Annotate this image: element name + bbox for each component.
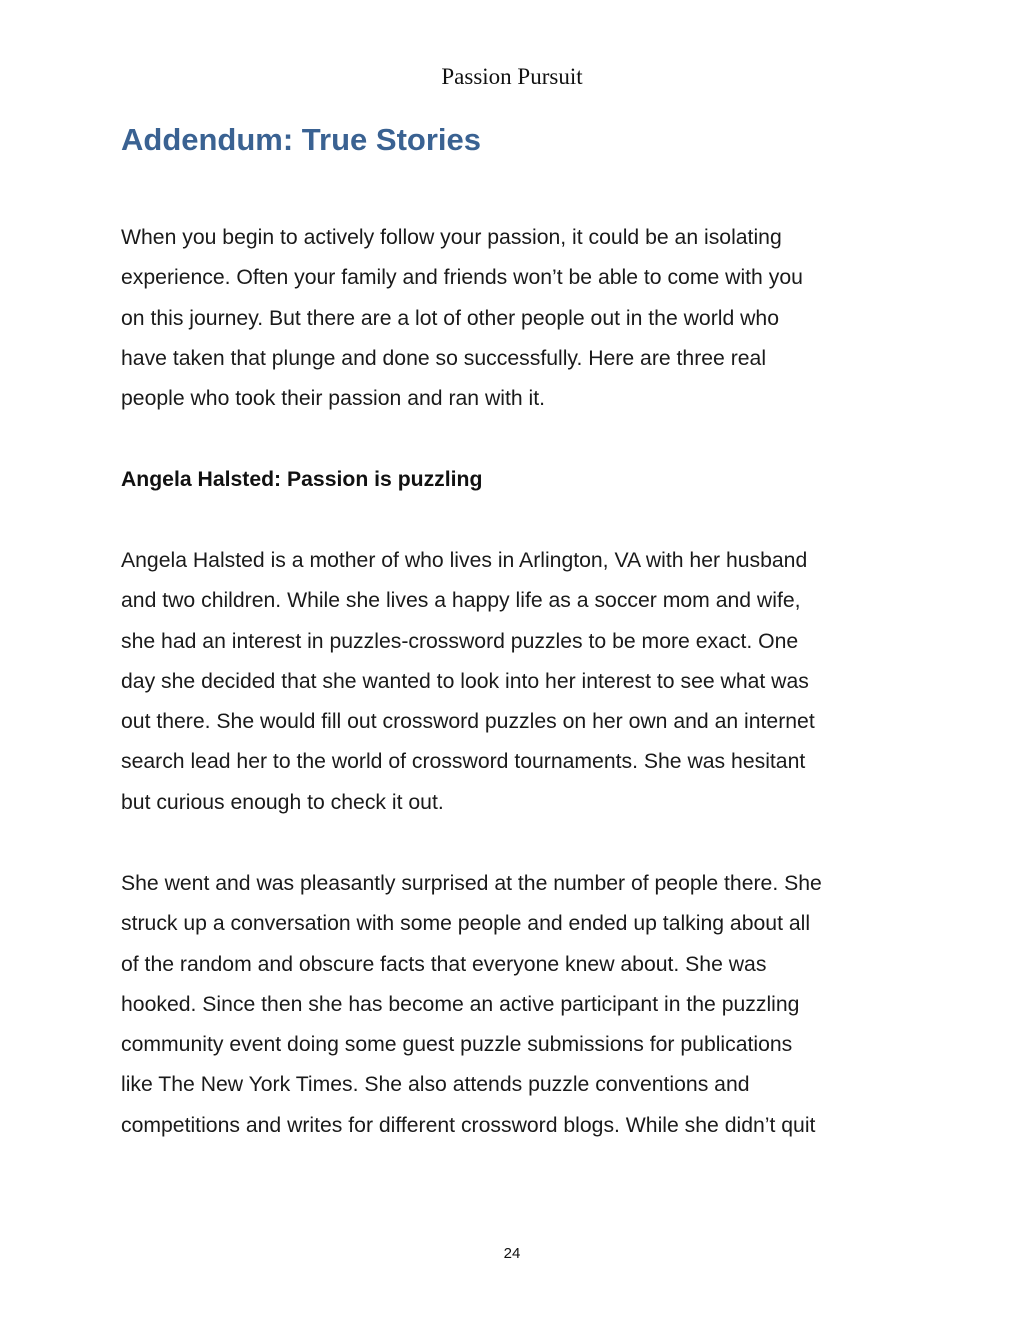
page-number: 24	[503, 1245, 521, 1262]
p1-line-7: but curious enough to check it out.	[121, 790, 444, 814]
intro-line-3: on this journey. But there are a lot of other people out in the world who	[121, 306, 780, 330]
p1-line-1: Angela Halsted is a mother of who lives in Arlington, VA with her husband	[121, 549, 808, 572]
section-paragraph-2	[121, 864, 911, 1146]
p2-line-5: community event doing some guest puzzle submissions for publications	[121, 1033, 793, 1057]
intro-paragraph	[121, 218, 911, 419]
p1-line-6: search lead her to the world of crossword tournaments. She was hesitant	[121, 750, 806, 774]
intro-line-4: have taken that plunge and done so successfully. Here are three real	[121, 346, 767, 370]
chapter-title: Addendum: True Stories	[121, 122, 481, 157]
p2-line-3: of the random and obscure facts that everyone knew about. She was	[121, 952, 767, 976]
p2-line-7: competitions and writes for different crossword blogs. While she didn’t quit	[121, 1113, 816, 1137]
p2-line-2: struck up a conversation with some people and ended up talking about all	[121, 912, 811, 936]
section-paragraph-1	[121, 541, 911, 823]
p1-line-4: day she decided that she wanted to look into her interest to see what was	[121, 669, 809, 693]
p2-line-1: She went and was pleasantly surprised at the number of people there. She	[121, 872, 822, 895]
intro-line-1: When you begin to actively follow your passion, it could be an isolating	[121, 226, 782, 249]
intro-line-2: experience. Often your family and friends won’t be able to come with you	[121, 266, 803, 290]
p1-line-5: out there. She would fill out crossword puzzles on her own and an internet	[121, 710, 815, 734]
running-header: Passion Pursuit	[441, 64, 583, 89]
section-heading: Angela Halsted: Passion is puzzling	[121, 468, 483, 491]
p2-line-4: hooked. Since then she has become an active participant in the puzzling	[121, 992, 800, 1016]
p1-line-2: and two children. While she lives a happy life as a soccer mom and wife,	[121, 589, 801, 613]
intro-line-5: people who took their passion and ran with it.	[121, 387, 546, 411]
p1-line-3: she had an interest in puzzles-crossword puzzles to be more exact. One	[121, 629, 799, 653]
p2-line-6: like The New York Times. She also attends puzzle conventions and	[121, 1073, 750, 1097]
